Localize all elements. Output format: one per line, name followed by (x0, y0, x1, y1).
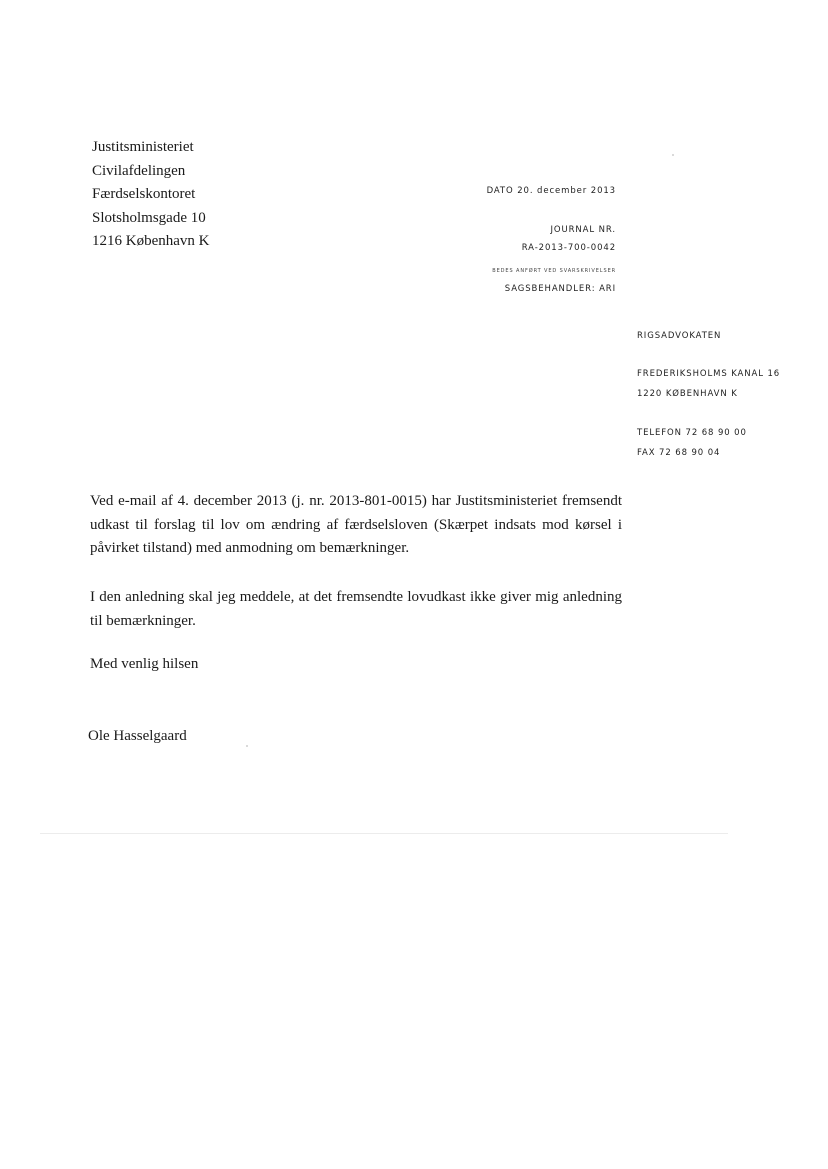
body-paragraph-1: Ved e-mail af 4. december 2013 (j. nr. 2013-801-0015) har Justitsministeriet fremsendt udkast til forslag til lov om ændring af færdselsloven (Skærpet indsats mod kørsel i påvirket tilstand) med anmodning om bemærkninger. (90, 493, 622, 556)
case-handler: SAGSBEHANDLER: ARI (504, 284, 616, 294)
reference-note: BEDES ANFØRT VED SVARSKRIVELSER (492, 268, 616, 274)
letter-date: DATO 20. december 2013 (486, 186, 616, 196)
journal-number: RA-2013-700-0042 (521, 243, 616, 253)
sender-fax: FAX 72 68 90 04 (637, 448, 721, 458)
sender-name: RIGSADVOKATEN (637, 331, 722, 341)
recipient-address (92, 136, 209, 254)
scan-speck (246, 745, 248, 747)
body-paragraph-2: I den anledning skal jeg meddele, at det fremsendte lovudkast ikke giver mig anledning til bemærkninger. (90, 589, 622, 629)
recipient-line-street: Slotsholmsgade 10 (92, 209, 206, 226)
scan-speck (672, 154, 674, 156)
journal-label: JOURNAL NR. (550, 225, 616, 235)
sender-city: 1220 KØBENHAVN K (637, 389, 738, 399)
sender-phone: TELEFON 72 68 90 00 (637, 428, 747, 438)
signer-name: Ole Hasselgaard (88, 728, 187, 744)
scan-artifact-line (40, 833, 728, 834)
recipient-line-office: Færdselskontoret (92, 186, 196, 202)
recipient-line-ministry: Justitsministeriet (92, 139, 194, 155)
recipient-line-city: 1216 København K (92, 233, 210, 249)
sender-street: FREDERIKSHOLMS KANAL 16 (637, 369, 781, 379)
recipient-line-department: Civilafdelingen (92, 162, 186, 179)
closing-salutation: Med venlig hilsen (90, 656, 199, 672)
